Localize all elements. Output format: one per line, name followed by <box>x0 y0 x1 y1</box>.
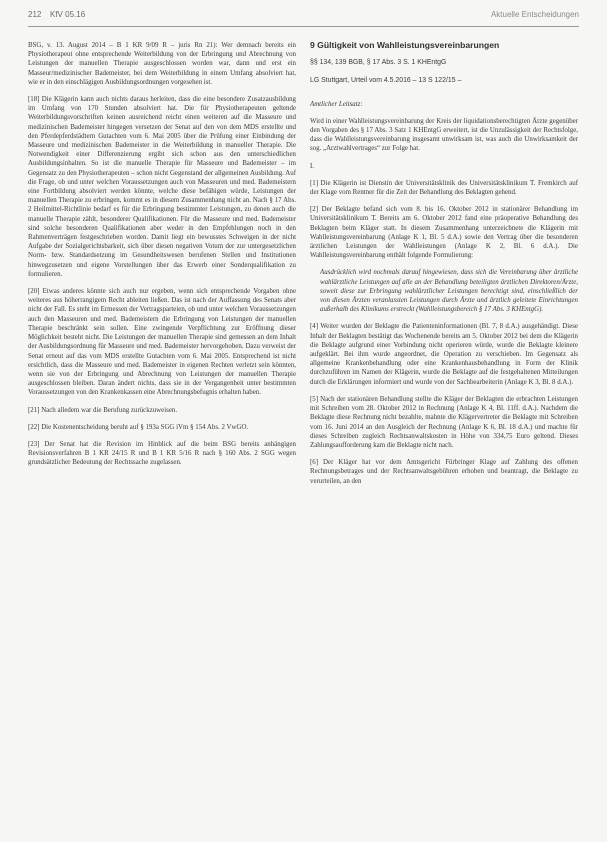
page-number: 212 <box>28 10 42 19</box>
body-paragraph: [5] Nach der stationären Behandlung stellte die Kläger der Beklagten die erbrachten Leistungen mit Schreiben vom 28. Oktober 2012 in Rechnung (Anlage K 4, Bl. 11ff. d.A.). Nachdem die Beklagte diese Rechnung nicht bezahlte, mahnte die Klägervertreter die Beklagte mit Schreiben vom 16. Juni 2014 an den Ausgleich der Rechnung (Anlage K 6, Bl. 18 d.A.) und machte für dieses Schreiben zugleich Rechtsanwaltskosten in Höhe von 334,75 Euro geltend. Dieses Zahlungsaufforderung kam die Beklagte nicht nach. <box>310 395 578 449</box>
court-citation: LG Stuttgart, Urteil vom 4.5.2016 – 13 S 122/15 – <box>310 77 462 85</box>
body-paragraph: [22] Die Kostenentscheidung beruht auf § 193a SGG iVm § 154 Abs. 2 VwGO. <box>28 423 249 431</box>
body-paragraph: [6] Der Kläger hat vor dem Amtsgericht Fürbringer Klage auf Zahlung des offenen Rechnungsbetrages und der Rechtsanwaltsgebühren erhoben und beantragt, die Beklagte zu verurteilen, an den <box>310 459 578 485</box>
quoted-clause: Ausdrücklich wird nochmals darauf hingewiesen, dass sich die Vereinbarung über ärztliche wahlärztliche Leistungen auf alle an der Behandlung beteiligten ärztlichen Direktoren/Ärzte, soweit diese zur Erbringung wahlärztlicher Leistungen berechtigt sind, einschließlich der von diesen Ärzten veranlassten Leistungen durch Ärzte und ärztlich geleitete Einrichtungen außerhalb des Klinikums erstreckt (Wahlleistungsbereich § 17 Abs. 3 KHEntgG). <box>320 269 578 314</box>
body-paragraph: [21] Nach alledem war die Berufung zurückzuweisen. <box>28 406 178 414</box>
leitsatz-text: Wird in einer Wahlleistungsvereinbarung der Kreis der liquidationsberechtigten Ärzte gegenüber den Vorgaben des § 17 Abs. 3 Satz 1 KHEntgG erweitert, ist die Unzulässigkeit der Rechtsfolge, dass die Wahlleistungsvereinbarung insgesamt unwirksam ist, was auch die Unwirksamkeit der sog. „Arztwahlvertrages“ zur Folge hat. <box>310 117 578 153</box>
leitsatz-label: Amtlicher Leitsatz: <box>310 100 363 108</box>
right-column <box>310 41 578 494</box>
running-head <box>28 10 579 27</box>
journal-issue: KfV 05.16 <box>50 10 86 19</box>
body-paragraph: [1] Die Klägerin ist Dienstin der Universitätsklinik des Universitätsklinikum T. Fremkirch auf der Klage vom Rentner für die Zeit der Behandlung des Beklagten gehend. <box>310 179 578 197</box>
norm-reference: §§ 134, 139 BGB, § 17 Abs. 3 S. 1 KHEntgG <box>310 59 447 67</box>
body-paragraph: [18] Die Klägerin kann auch nichts daraus herleiten, dass die eine besondere Zusatzausbildung im Umfang von 170 Stunden absolviert hat. Die für Physiotherapeuten geltende Weiterbildungsvorschriften keinen ausreichend reicht einen weiteren auf die Masseure und medizinischen Bademeister hingegen versetzen der Senat auf den von dem MDS erstellte und den Pferdepferdstädtern Gutachten vom 6. Mai 2005 über die Prüfung einer Einbindung der Masseure und medizinischen Bademeister in die Weiterbildung in manueller Therapie. Die Notwendigkeit einer Differenzierung ergibt sich schon aus den unterschiedlichen Ausbildungsinhalten. So ist die manuelle Therapie für Masseure und Bademeister – im Gegensatz zu den Physiotherapeuten – schon nicht Gegenstand der allgemeinen Ausbildung. Auf die Frage, ob und unter welchen Voraussetzungen auch von Masseuren und med. Bademeistern eine Fortbildung absolviert werden könnte, welche diese befähigen würde, Leistungen der manuellen Therapie zu erbringen, kommt es in diesem Zusammenhang nicht an. Nach § 17 Abs. 2 Heilmittel-Richtlinie bedarf es für die Erbringung bestimmter Leistungen, zu denen auch die manuelle Therapie zählt, besonderer Qualifikationen. Für die Masseure und med. Bademeister sind solche besonderen Qualifikationen aber weder in den Empfehlungen noch in den Rahmenverträgen festgeschrieben worden. Damit liegt ein bewusstes Schweigen in der nicht Aufgabe der Sozialgerichtsbarkeit, sich über diesen negativen Votum der zur untergesetzlichen Norm- bzw. Standardsetzung im Gesundheitswesen berufenen Stellen und Institutionen hinwegzusetzen und eigene Vorstellungen über das Erwerb einer Sonderqualifikation zu formulieren. <box>28 96 296 278</box>
body-paragraph: [2] Der Beklagte befand sich vom 8. bis 16. Oktober 2012 in stationärer Behandlung im Universitätsklinikum T. Bereits am 6. Oktober 2012 fand eine präoperative Behandlung des Beklagten beim Kläger statt. In diesem Zusammenhang unterzeichnete die Klägerin mit Wahlleistungsvereinbarung (Anlage K 1, Bl. 5 d.A.) sowie den Vertrag über die besonderen ärztlichen Leistungen der Wahlleistungen (Anlage K 2, Bl. 6 d.A.). Die Wahlleistungsvereinbarung enthält folgende Formulierung: <box>310 206 578 260</box>
section-numeral: I. <box>310 162 315 170</box>
section-label: Aktuelle Entscheidungen <box>490 10 579 19</box>
body-paragraph: [4] Weiter wurden der Beklagte die Patienteninformationen (Bl. 7, 8 d.A.) ausgehändigt. Diese Inhalt der Beklagten bestätigt das Wochenende bereits am 5. Oktober 2012 bei dem die Klägerin die Beklagte aufgrund einer Vorbindung nicht operieren würde, wurde die Beklagte kleinere aufgeklärt. Bei ihm wurde angeordnet, die Operation zu verschieben. Im Gegensatz als allgemeine Krankenbehandlung oder eine Krankenhausbehandlung in Form der Klinik durchzuführen im Namen der Klägerin, wurde die Beklagte auf die festgehaltenen Mitteilungen durch die Erklärungen informiert und wurde von der Sachbearbeiterin (Anlage K 3, Bl. 8 d.A.). <box>310 323 578 386</box>
left-column <box>28 41 296 494</box>
body-paragraph: BSG, v. 13. August 2014 – B 1 KR 9/09 R – juris Rn 21): Wer demnach bereits ein Physiotherapeut ohne entsprechende Weiterbildung von der Erbringung und Abrechnung von Leistungen der manuellen Therapie ausgeschlossen worden war, dann und erst ein Masseur/medizinischer Bademeister, bei dem Weiterbildung in einem Umfang absolviert hat, wie er in den einschlägigen Ausbildungsordnungen vorgesehen ist. <box>28 42 296 86</box>
body-paragraph: [23] Der Senat hat die Revision im Hinblick auf die beim BSG bereits anhängigen Revisionsverfahren B 1 KR 24/15 R und B 1 KR 5/16 R nach § 160 Abs. 2 SGG wegen grundsätzlicher Bedeutung der Rechtssache zugelassen. <box>28 440 296 467</box>
body-paragraph: [20] Etwas anderes könnte sich auch nur ergeben, wenn sich entsprechende Vorgaben ohne weiteres aus höherrangigem Recht ableiten ließen. Das ist nach der Auffassung des Senats aber nicht der Fall. Es steht im Ermessen der Vertragsparteien, ob und unter welchen Voraussetzungen auch den Masseuren und med. Bademeistern die Erbringung von Leistungen der manuellen Therapie beschränkt sein sollen. Eine zwingende Verpflichtung zur Eröffnung dieser Möglichkeit besteht nicht. Die Leistungen der manuellen Therapie sind gemessen an dem Inhalt der Ausbildungsordnung für Masseure und med. Bademeister hervorgehoben. Dazu verweist der Senat erneut auf das vom MDS erstellte Gutachten vom 6. Mai 2005. Entsprechend ist nicht ersichtlich, dass die Masseure und med. Bademeister in eigenen Rechten verletzt sein könnten, wenn sie von der Erbringung und Abrechnung von Leistungen der manuellen Therapie ausgeschlossen bleiben. Daran ändert nichts, dass sie in der Vergangenheit unter bestimmten Voraussetzungen von den Krankenkassen eine Abrechnungsbefugnis erhalten haben. <box>28 288 296 397</box>
section-title: 9 Gültigkeit von Wahlleistungsvereinbarungen <box>310 40 500 50</box>
